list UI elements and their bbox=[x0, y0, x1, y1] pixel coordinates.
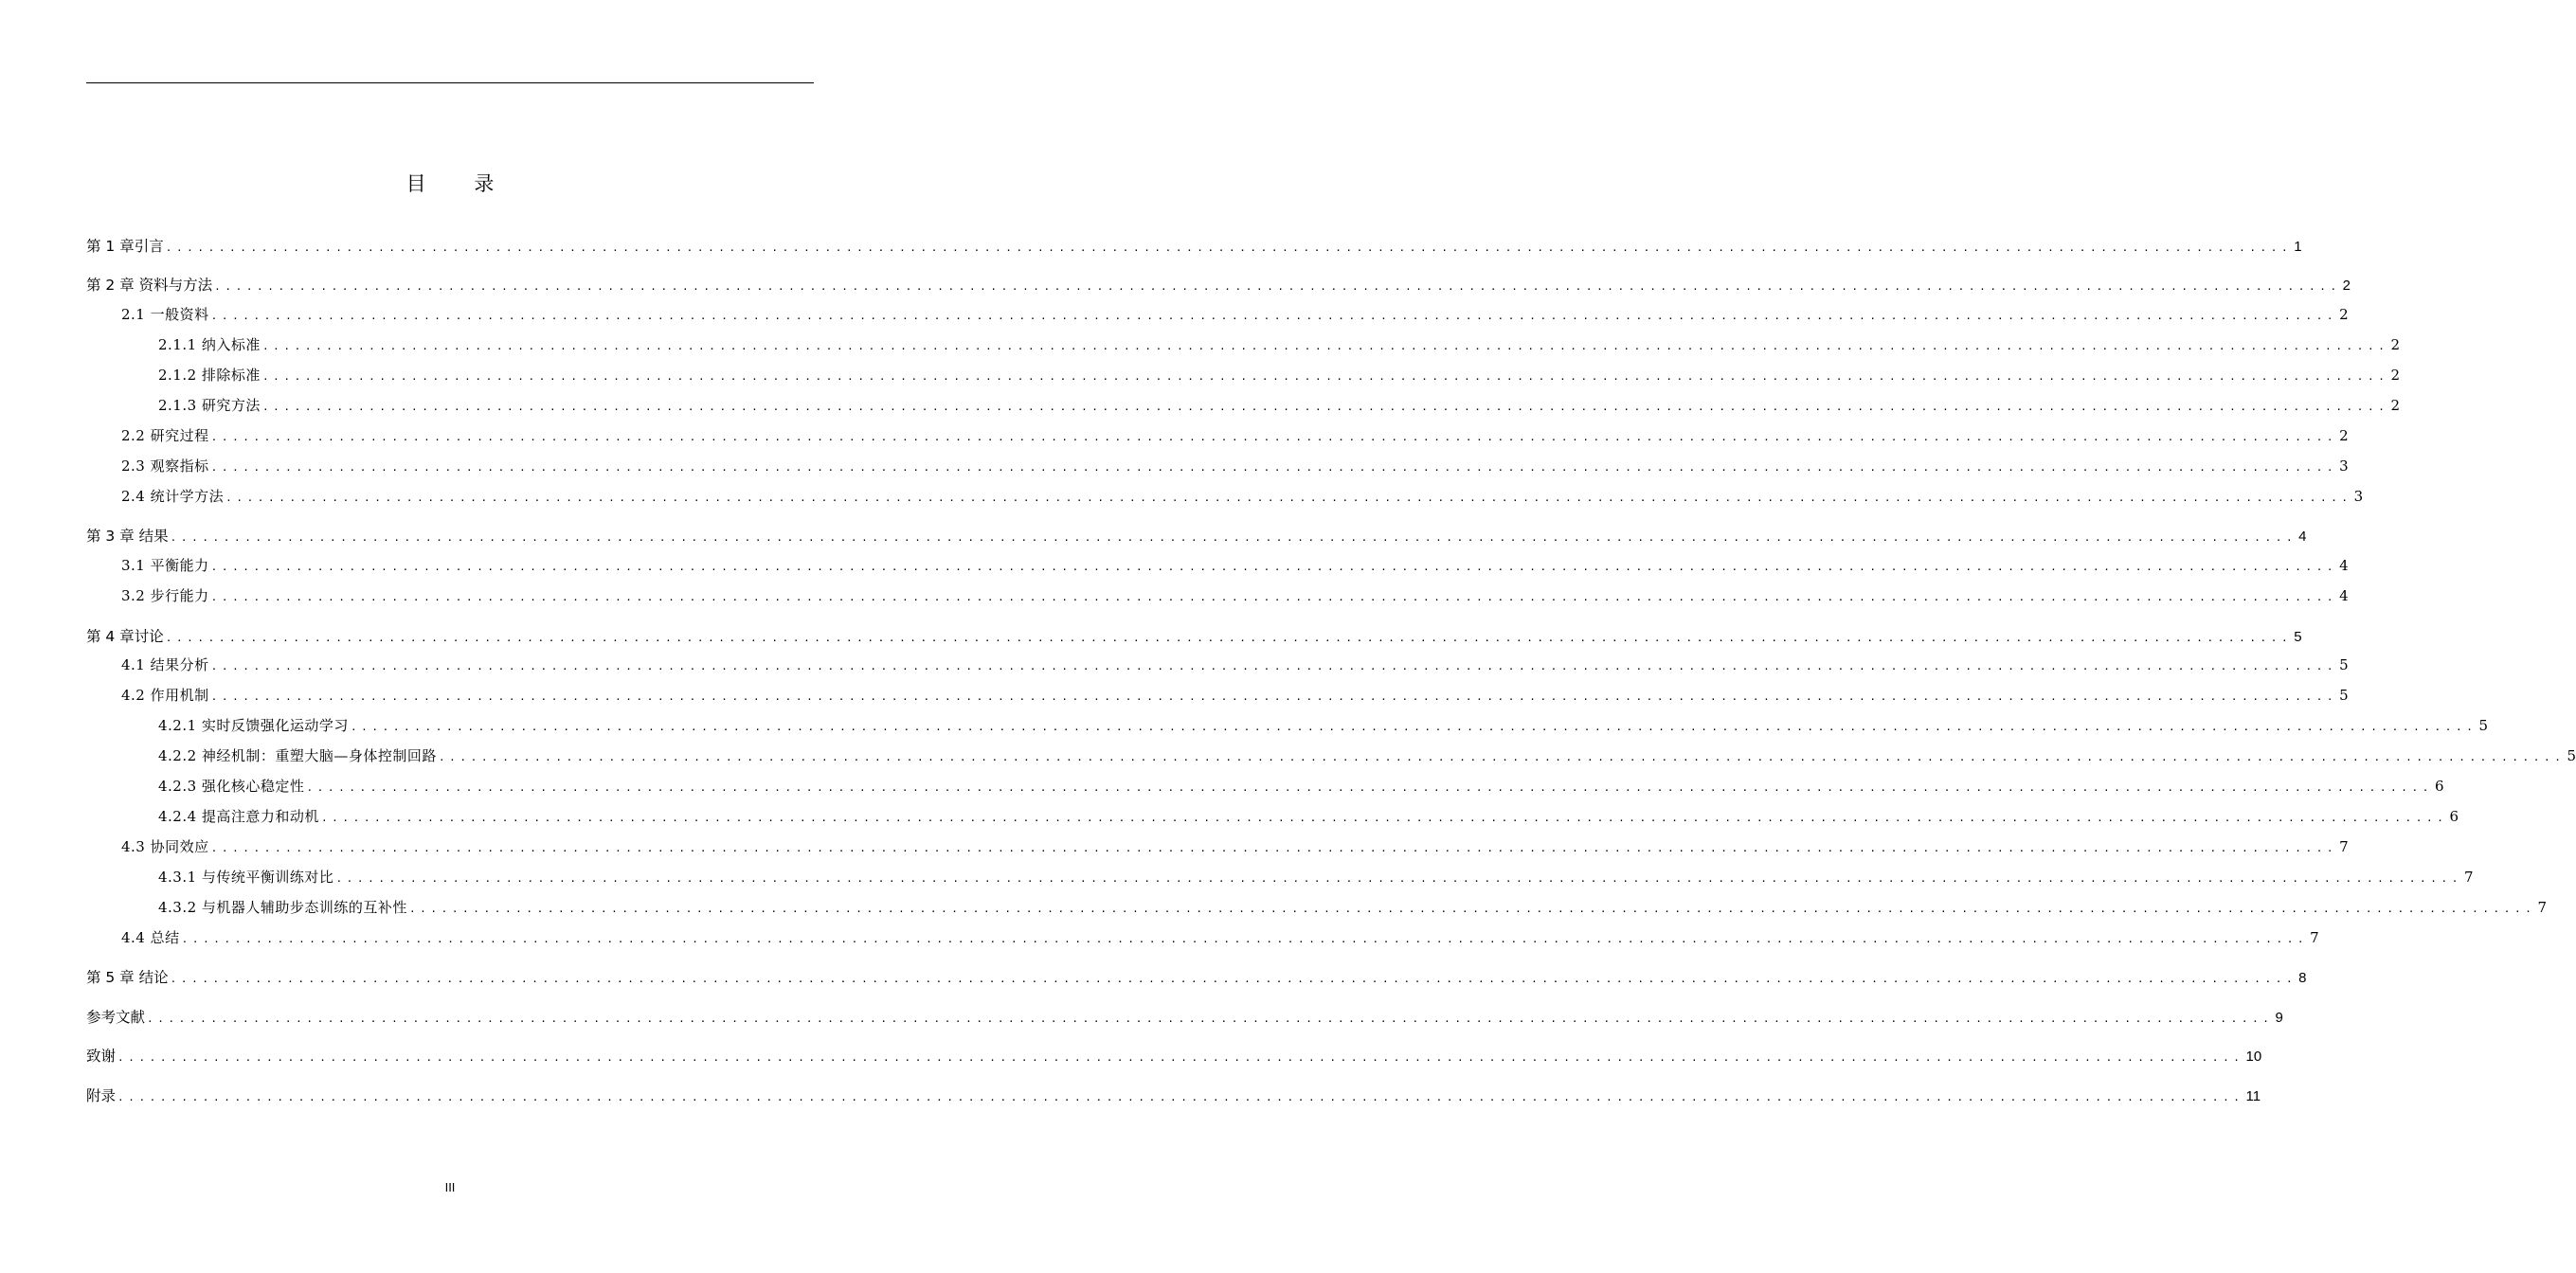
dot-leader: ........................................................................................................................................................................................................ bbox=[438, 751, 2566, 763]
toc-entry-label: 第 3 章 结果 bbox=[86, 528, 169, 545]
toc-entry-label: 2.1.2 排除标准 bbox=[158, 367, 261, 384]
toc-entry-label: 第 2 章 资料与方法 bbox=[86, 277, 213, 294]
toc-entry-page: 5 bbox=[2478, 717, 2488, 734]
dot-leader: ........................................................................................................................................................................................................ bbox=[210, 461, 2338, 474]
toc-entry-page: 2 bbox=[2390, 367, 2400, 384]
toc-entry[interactable] bbox=[86, 274, 2351, 296]
toc-entry-page: 3 bbox=[2353, 488, 2364, 505]
toc-entry-label: 2.1.3 研究方法 bbox=[158, 397, 261, 414]
dot-leader: ........................................................................................................................................................................................................ bbox=[165, 632, 2293, 644]
toc-entry-page: 7 bbox=[2310, 929, 2319, 946]
toc-entry-label: 4.2 作用机制 bbox=[121, 687, 209, 704]
toc-entry[interactable] bbox=[86, 715, 2488, 738]
toc-entry-page: 5 bbox=[2339, 687, 2349, 704]
toc-entry-label: 2.3 观察指标 bbox=[121, 457, 209, 475]
toc-entry-page: 2 bbox=[2390, 397, 2400, 414]
toc-entry-label: 2.2 研究过程 bbox=[121, 427, 209, 444]
toc-entry-label: 4.2.1 实时反馈强化运动学习 bbox=[158, 717, 349, 734]
toc-entry[interactable] bbox=[86, 867, 2474, 889]
dot-leader: ........................................................................................................................................................................................................ bbox=[306, 781, 2433, 794]
toc-entry[interactable] bbox=[86, 806, 2459, 829]
toc-entry[interactable] bbox=[86, 776, 2444, 798]
toc-entry[interactable] bbox=[86, 235, 2302, 258]
toc-entry[interactable] bbox=[86, 304, 2349, 327]
toc-entry[interactable] bbox=[86, 836, 2349, 859]
toc-entry-page: 4 bbox=[2298, 529, 2307, 545]
toc-entry-label: 2.1 一般资料 bbox=[121, 306, 209, 323]
dot-leader: ........................................................................................................................................................................................................ bbox=[147, 1013, 2274, 1025]
dot-leader: ........................................................................................................................................................................................................ bbox=[261, 340, 2389, 352]
dot-leader: ........................................................................................................................................................................................................ bbox=[350, 721, 2477, 733]
toc-entry[interactable] bbox=[86, 395, 2400, 418]
toc-entry-page: 7 bbox=[2339, 838, 2349, 855]
toc-entry-label: 附录 bbox=[86, 1087, 117, 1104]
dot-leader: ........................................................................................................................................................................................................ bbox=[320, 812, 2448, 824]
toc-entry-page: 6 bbox=[2434, 778, 2444, 795]
toc-entry[interactable] bbox=[86, 927, 2319, 950]
toc-entry-label: 4.1 结果分析 bbox=[121, 656, 209, 673]
dot-leader: ........................................................................................................................................................................................................ bbox=[214, 280, 2341, 293]
toc-entry-page: 10 bbox=[2245, 1049, 2262, 1065]
toc-entry-label: 第 4 章讨论 bbox=[86, 628, 164, 645]
dot-leader: ........................................................................................................................................................................................................ bbox=[335, 872, 2462, 885]
toc-entry-page: 4 bbox=[2339, 557, 2349, 574]
dot-leader: ........................................................................................................................................................................................................ bbox=[210, 561, 2338, 573]
toc-entry[interactable] bbox=[86, 555, 2349, 578]
dot-leader: ........................................................................................................................................................................................................ bbox=[117, 1051, 2244, 1064]
dot-leader: ........................................................................................................................................................................................................ bbox=[210, 660, 2338, 672]
toc-entry-page: 5 bbox=[2567, 747, 2576, 764]
dot-leader: ........................................................................................................................................................................................................ bbox=[225, 492, 2352, 504]
dot-leader: ........................................................................................................................................................................................................ bbox=[181, 933, 2309, 945]
toc-entry-label: 2.4 统计学方法 bbox=[121, 488, 225, 505]
toc-entry-label: 2.1.1 纳入标准 bbox=[158, 336, 261, 353]
toc-entry-page: 2 bbox=[2339, 427, 2349, 444]
toc-entry[interactable] bbox=[86, 1085, 2261, 1107]
toc-entry-label: 4.4 总结 bbox=[121, 929, 180, 946]
toc-entry[interactable] bbox=[86, 685, 2349, 708]
toc-entry-page: 11 bbox=[2245, 1088, 2261, 1104]
toc-entry[interactable] bbox=[86, 486, 2364, 509]
toc-entry-page: 9 bbox=[2275, 1010, 2283, 1026]
toc-entry-label: 4.3 协同效应 bbox=[121, 838, 209, 855]
toc-entry-page: 8 bbox=[2298, 970, 2307, 986]
toc-entry[interactable] bbox=[86, 897, 2547, 920]
toc-entry-label: 3.1 平衡能力 bbox=[121, 557, 209, 574]
toc-entry-label: 4.3.2 与机器人辅助步态训练的互补性 bbox=[158, 899, 407, 916]
toc-entry-label: 4.2.3 强化核心稳定性 bbox=[158, 778, 305, 795]
toc-entry-label: 4.3.1 与传统平衡训练对比 bbox=[158, 869, 334, 886]
toc-entry[interactable] bbox=[86, 654, 2349, 677]
toc-entry-label: 4.2.4 提高注意力和动机 bbox=[158, 808, 319, 825]
toc-entry-page: 1 bbox=[2294, 239, 2302, 255]
toc-entry-page: 6 bbox=[2449, 808, 2459, 825]
toc-entry-label: 第 5 章 结论 bbox=[86, 969, 169, 986]
dot-leader: ........................................................................................................................................................................................................ bbox=[261, 370, 2389, 383]
toc-entry[interactable] bbox=[86, 1045, 2262, 1067]
toc-entry[interactable] bbox=[86, 425, 2349, 448]
toc-entry-page: 5 bbox=[2339, 656, 2349, 673]
toc-entry-page: 4 bbox=[2339, 587, 2349, 604]
toc-entry-page: 2 bbox=[2390, 336, 2400, 353]
dot-leader: ........................................................................................................................................................................................................ bbox=[165, 242, 2293, 254]
toc-entry[interactable] bbox=[86, 365, 2400, 387]
dot-leader: ........................................................................................................................................................................................................ bbox=[210, 690, 2338, 703]
toc-entry[interactable] bbox=[86, 334, 2400, 357]
toc-entry[interactable] bbox=[86, 745, 2576, 768]
header-rule bbox=[86, 82, 814, 83]
dot-leader: ........................................................................................................................................................................................................ bbox=[117, 1091, 2244, 1103]
dot-leader: ........................................................................................................................................................................................................ bbox=[408, 903, 2536, 915]
toc-entry[interactable] bbox=[86, 585, 2349, 608]
toc-entry-label: 4.2.2 神经机制：重塑大脑—身体控制回路 bbox=[158, 747, 437, 764]
toc-entry-page: 7 bbox=[2463, 869, 2474, 886]
dot-leader: ........................................................................................................................................................................................................ bbox=[210, 310, 2338, 322]
toc-entry-page: 2 bbox=[2342, 278, 2351, 294]
toc-entry-label: 第 1 章引言 bbox=[86, 238, 164, 255]
toc-entry-page: 5 bbox=[2294, 629, 2302, 645]
toc-entry[interactable] bbox=[86, 966, 2307, 989]
dot-leader: ........................................................................................................................................................................................................ bbox=[170, 531, 2297, 544]
dot-leader: ........................................................................................................................................................................................................ bbox=[210, 842, 2338, 854]
toc-entry[interactable] bbox=[86, 1006, 2283, 1029]
dot-leader: ........................................................................................................................................................................................................ bbox=[210, 591, 2338, 603]
toc-entry-page: 2 bbox=[2339, 306, 2349, 323]
page-number: III bbox=[444, 1180, 456, 1194]
toc-title: 目 录 bbox=[405, 172, 515, 195]
toc-entry-page: 7 bbox=[2537, 899, 2547, 916]
dot-leader: ........................................................................................................................................................................................................ bbox=[210, 431, 2338, 443]
toc-entry[interactable] bbox=[86, 525, 2307, 547]
toc-entry-page: 3 bbox=[2339, 457, 2349, 475]
toc-entry[interactable] bbox=[86, 456, 2349, 478]
toc-entry-label: 3.2 步行能力 bbox=[121, 587, 209, 604]
toc-entry-label: 参考文献 bbox=[86, 1009, 146, 1026]
toc-entry[interactable] bbox=[86, 625, 2302, 648]
dot-leader: ........................................................................................................................................................................................................ bbox=[261, 401, 2389, 413]
toc-entry-label: 致谢 bbox=[86, 1048, 117, 1065]
dot-leader: ........................................................................................................................................................................................................ bbox=[170, 973, 2297, 985]
